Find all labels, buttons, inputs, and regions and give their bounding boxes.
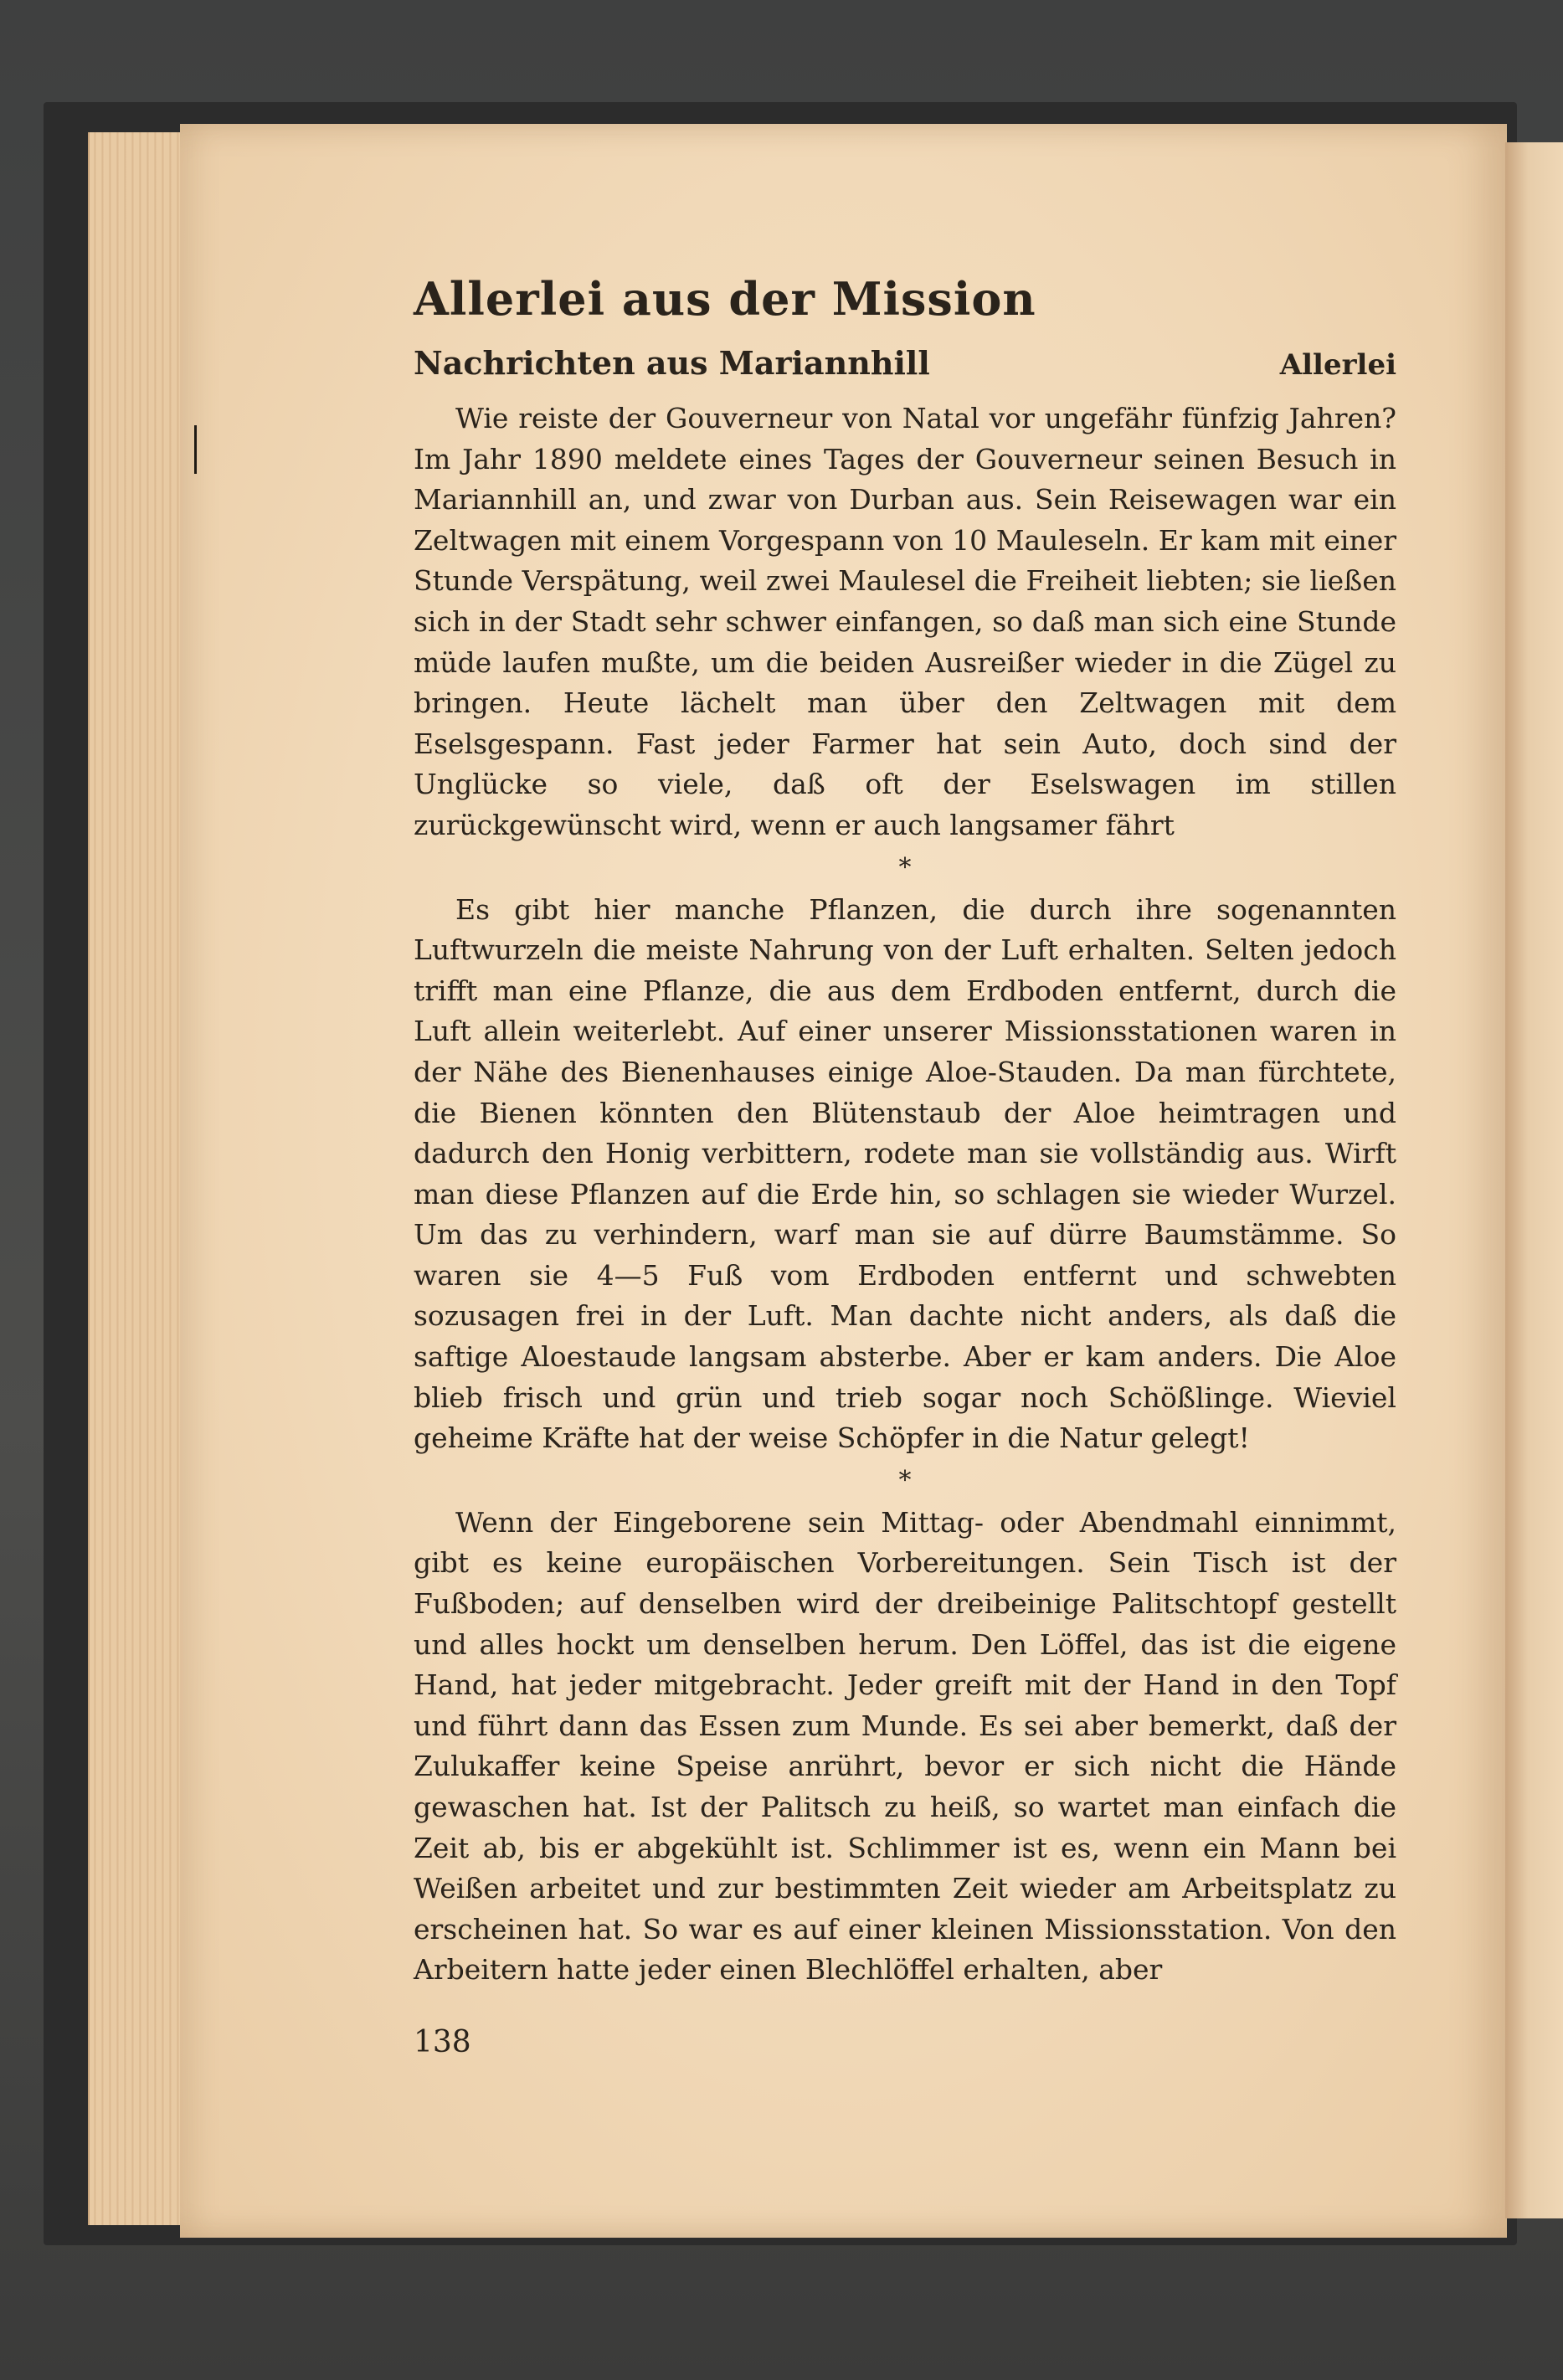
subheading-row <box>414 340 1396 387</box>
page-content <box>414 270 1396 1991</box>
paragraph-aloe: Es gibt hier manche Pflanzen, die durch ihre sogenannten Luftwurzeln die meiste Nahrung von der Luft erhalten. Selten jedoch trifft man eine Pflanze, die aus dem Erdboden entfernt, durch die Luft allein weiterlebt. Auf einer unserer Missionsstationen waren in der Nähe des Bienenhauses einige Aloe-Stauden. Da man fürchtete, die Bienen könnten den Blütenstaub der Aloe heimtragen und dadurch den Honig verbittern, rodete man sie vollständig aus. Wirft man diese Pflanzen auf die Erde hin, so schlagen sie wieder Wurzel. Um das zu verhindern, warf man sie auf dürre Baumstämme. So waren sie 4—5 Fuß vom Erdboden entfernt und schwebten sozusagen frei in der Luft. Man dachte nicht anders, als daß die saftige Aloestaude langsam absterbe. Aber er kam anders. Die Aloe blieb frisch und grün und trieb sogar noch Schößlinge. Wieviel geheime Kräfte hat der weise Schöpfer in die Natur gelegt! <box>414 892 1396 1455</box>
paragraph-meal: Wenn der Eingeborene sein Mittag- oder Abendmahl einnimmt, gibt es keine europäischen Vorbereitungen. Sein Tisch ist der Fußboden; auf denselben wird der dreibeinige Palitschtopf gestellt und alles hockt um denselben herum. Den Löffel, das ist die eigene Hand, hat jeder mitgebracht. Jeder greift mit der Hand in den Topf und führt dann das Essen zum Munde. Es sei aber bemerkt, daß der Zulukaffer keine Speise anrührt, bevor er sich nicht die Hände gewaschen hat. Ist der Palitsch zu heiß, so wartet man einfach die Zeit ab, bis er abgekühlt ist. Schlimmer ist es, wenn ein Mann bei Weißen arbeitet und zur bestimmten Zeit wieder am Arbeitsplatz zu erscheinen hat. So war es auf einer kleinen Missionsstation. Von den Arbeitern hatte jeder einen Blechlöffel erhalten, aber <box>414 1505 1396 1987</box>
section-separator: * <box>898 852 912 882</box>
subheading-left: Nachrichten aus Mariannhill <box>414 344 930 382</box>
margin-pencil-mark <box>194 425 197 474</box>
page-number: 138 <box>414 2025 471 2059</box>
section-separator: * <box>898 1465 912 1495</box>
subheading-right: Allerlei <box>1279 348 1396 382</box>
book-gutter <box>1505 142 1563 2218</box>
section-title: Allerlei aus der Mission <box>414 272 1036 326</box>
paragraph-governor: Wie reiste der Gouverneur von Natal vor ungefähr fünfzig Jahren? Im Jahr 1890 meldete eines Tages der Gouverneur seinen Besuch in Mariannhill an, und zwar von Durban aus. Sein Reisewagen war ein Zeltwagen mit einem Vorgespann von 10 Mauleseln. Er kam mit einer Stunde Verspätung, weil zwei Maulesel die Freiheit liebten; sie ließen sich in der Stadt sehr schwer einfangen, so daß man sich eine Stunde müde laufen mußte, um die beiden Ausreißer wieder in die Zügel zu bringen. Heute lächelt man über den Zeltwagen mit dem Eselsgespann. Fast jeder Farmer hat sein Auto, doch sind der Unglücke so viele, daß oft der Eselswagen im stillen zurückgewünscht wird, wenn er auch langsamer fährt <box>414 402 1396 841</box>
